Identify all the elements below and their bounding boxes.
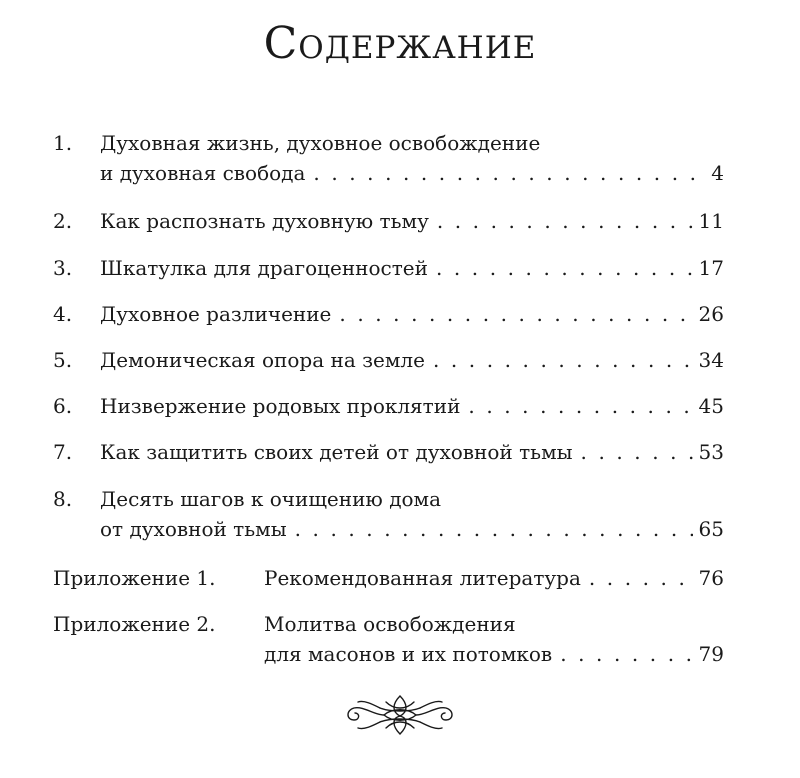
toc-entry-1[interactable] (0, 133, 800, 183)
dot-leader (589, 568, 693, 588)
toc-entry-title-line2: и духовная свобода (100, 161, 306, 185)
toc-entry-number: 8. (53, 487, 73, 511)
toc-entry-number: 2. (53, 209, 73, 233)
dot-leader (313, 163, 705, 183)
toc-entry-number: 6. (53, 394, 73, 418)
dot-leader (436, 258, 693, 278)
toc-entry-2[interactable] (0, 211, 800, 235)
toc-appendix-2[interactable] (0, 614, 800, 664)
toc-page-number: 79 (698, 642, 724, 666)
toc-entry-number: 1. (53, 131, 73, 155)
toc-entry-number: 5. (53, 348, 73, 372)
toc-entry-title-line1: Молитва освобождения (264, 612, 516, 636)
toc-entry-title-line1: Десять шагов к очищению дома (100, 487, 442, 511)
dot-leader (295, 519, 693, 539)
toc-entry-4[interactable] (0, 304, 800, 328)
toc-entry-8[interactable] (0, 489, 800, 539)
toc-page-number: 76 (698, 566, 724, 590)
dot-leader (433, 350, 693, 370)
toc-entry-title: Демоническая опора на земле (100, 348, 425, 372)
toc-entry-6[interactable] (0, 396, 800, 420)
toc-page-number: 26 (698, 302, 724, 326)
toc-entry-3[interactable] (0, 258, 800, 282)
toc-entry-title: Шкатулка для драгоценностей (100, 256, 428, 280)
toc-entry-title: Духовное различение (100, 302, 332, 326)
dot-leader (468, 396, 692, 416)
appendix-label: Приложение 1. (53, 566, 216, 590)
dot-leader (560, 644, 692, 664)
appendix-label: Приложение 2. (53, 612, 216, 636)
toc-page-number: 53 (698, 440, 724, 464)
toc-entry-number: 4. (53, 302, 73, 326)
toc-page-number: 34 (698, 348, 724, 372)
toc-page-number: 11 (698, 209, 724, 233)
dot-leader (437, 211, 693, 231)
toc-page-number: 4 (711, 161, 724, 185)
flourish-ornament-icon (340, 690, 460, 740)
toc-appendix-1[interactable] (0, 568, 800, 592)
toc-entry-7[interactable] (0, 442, 800, 466)
dot-leader (339, 304, 692, 324)
dot-leader (581, 442, 693, 462)
toc-entry-number: 3. (53, 256, 73, 280)
toc-entry-title-line2: для масонов и их потомков (264, 642, 553, 666)
toc-entry-number: 7. (53, 440, 73, 464)
toc-entry-title: Как распознать духовную тьму (100, 209, 429, 233)
toc-page-number: 65 (698, 517, 724, 541)
toc-entry-5[interactable] (0, 350, 800, 374)
toc-page-number: 45 (698, 394, 724, 418)
page-title: Содержание (263, 18, 537, 69)
toc-entry-title-line2: от духовной тьмы (100, 517, 287, 541)
toc-entry-title: Рекомендованная литература (264, 566, 581, 590)
toc-entry-title: Низвержение родовых проклятий (100, 394, 461, 418)
toc-page-number: 17 (698, 256, 724, 280)
toc-entry-title: Как защитить своих детей от духовной тьмы (100, 440, 573, 464)
toc-entry-title-line1: Духовная жизнь, духовное освобождение (100, 131, 541, 155)
